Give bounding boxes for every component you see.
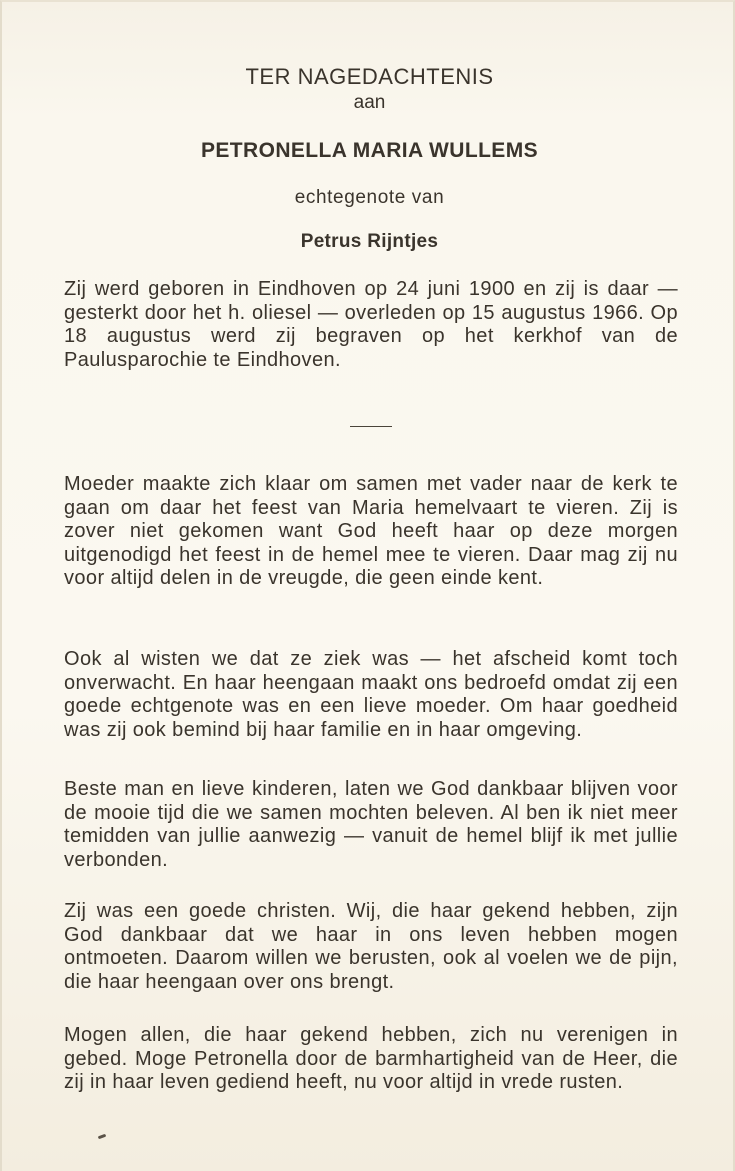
card-title: TER NAGEDACHTENIS — [245, 64, 494, 89]
section-divider — [350, 426, 392, 427]
memorial-paragraph: Ook al wisten we dat ze ziek was — het afscheid komt toch onverwacht. En haar heengaan maakt ons bedroefd omdat zij een goede echtgenote was en een lieve moeder. Om haar goedheid was zij ook bemind bij haar familie en in haar omgeving. — [64, 648, 678, 741]
card-subtitle: aan — [353, 92, 386, 113]
spouse-label: echtegenote van — [294, 187, 445, 208]
print-speck — [98, 1134, 107, 1140]
memorial-paragraph: Beste man en lieve kinderen, laten we God dankbaar blijven voor de mooie tijd die we samen mochten beleven. Al ben ik niet meer temidden van jullie aanwezig — vanuit de hemel blijf ik met jullie verbonden. — [64, 778, 678, 871]
deceased-name: PETRONELLA MARIA WULLEMS — [200, 139, 539, 162]
memorial-paragraph: Moeder maakte zich klaar om samen met vader naar de kerk te gaan om daar het feest van Maria hemelvaart te vieren. Zij is zover niet gekomen want God heeft haar op deze morgen uitgenodigd het feest in de hemel mee te vieren. Daar mag zij nu voor altijd delen in de vreugde, die geen einde kent. — [64, 473, 678, 589]
spouse-name: Petrus Rijntjes — [300, 231, 439, 252]
memorial-paragraph: Zij was een goede christen. Wij, die haar gekend hebben, zijn God dankbaar dat we haar in ons leven hebben mogen ontmoeten. Daarom willen we berusten, ook al voelen we de pijn, die haar heengaan over ons brengt. — [64, 900, 678, 993]
biography-paragraph: Zij werd geboren in Eindhoven op 24 juni 1900 en zij is daar — gesterkt door het h. oliesel — overleden op 15 augustus 1966. Op 18 augustus werd zij begraven op het kerkhof van de Paulusparochie te Eindhoven. — [64, 278, 678, 371]
memorial-paragraph: Mogen allen, die haar gekend hebben, zich nu verenigen in gebed. Moge Petronella door de barmhartigheid van de Heer, die zij in haar leven gediend heeft, nu voor altijd in vrede rusten. — [64, 1024, 678, 1093]
